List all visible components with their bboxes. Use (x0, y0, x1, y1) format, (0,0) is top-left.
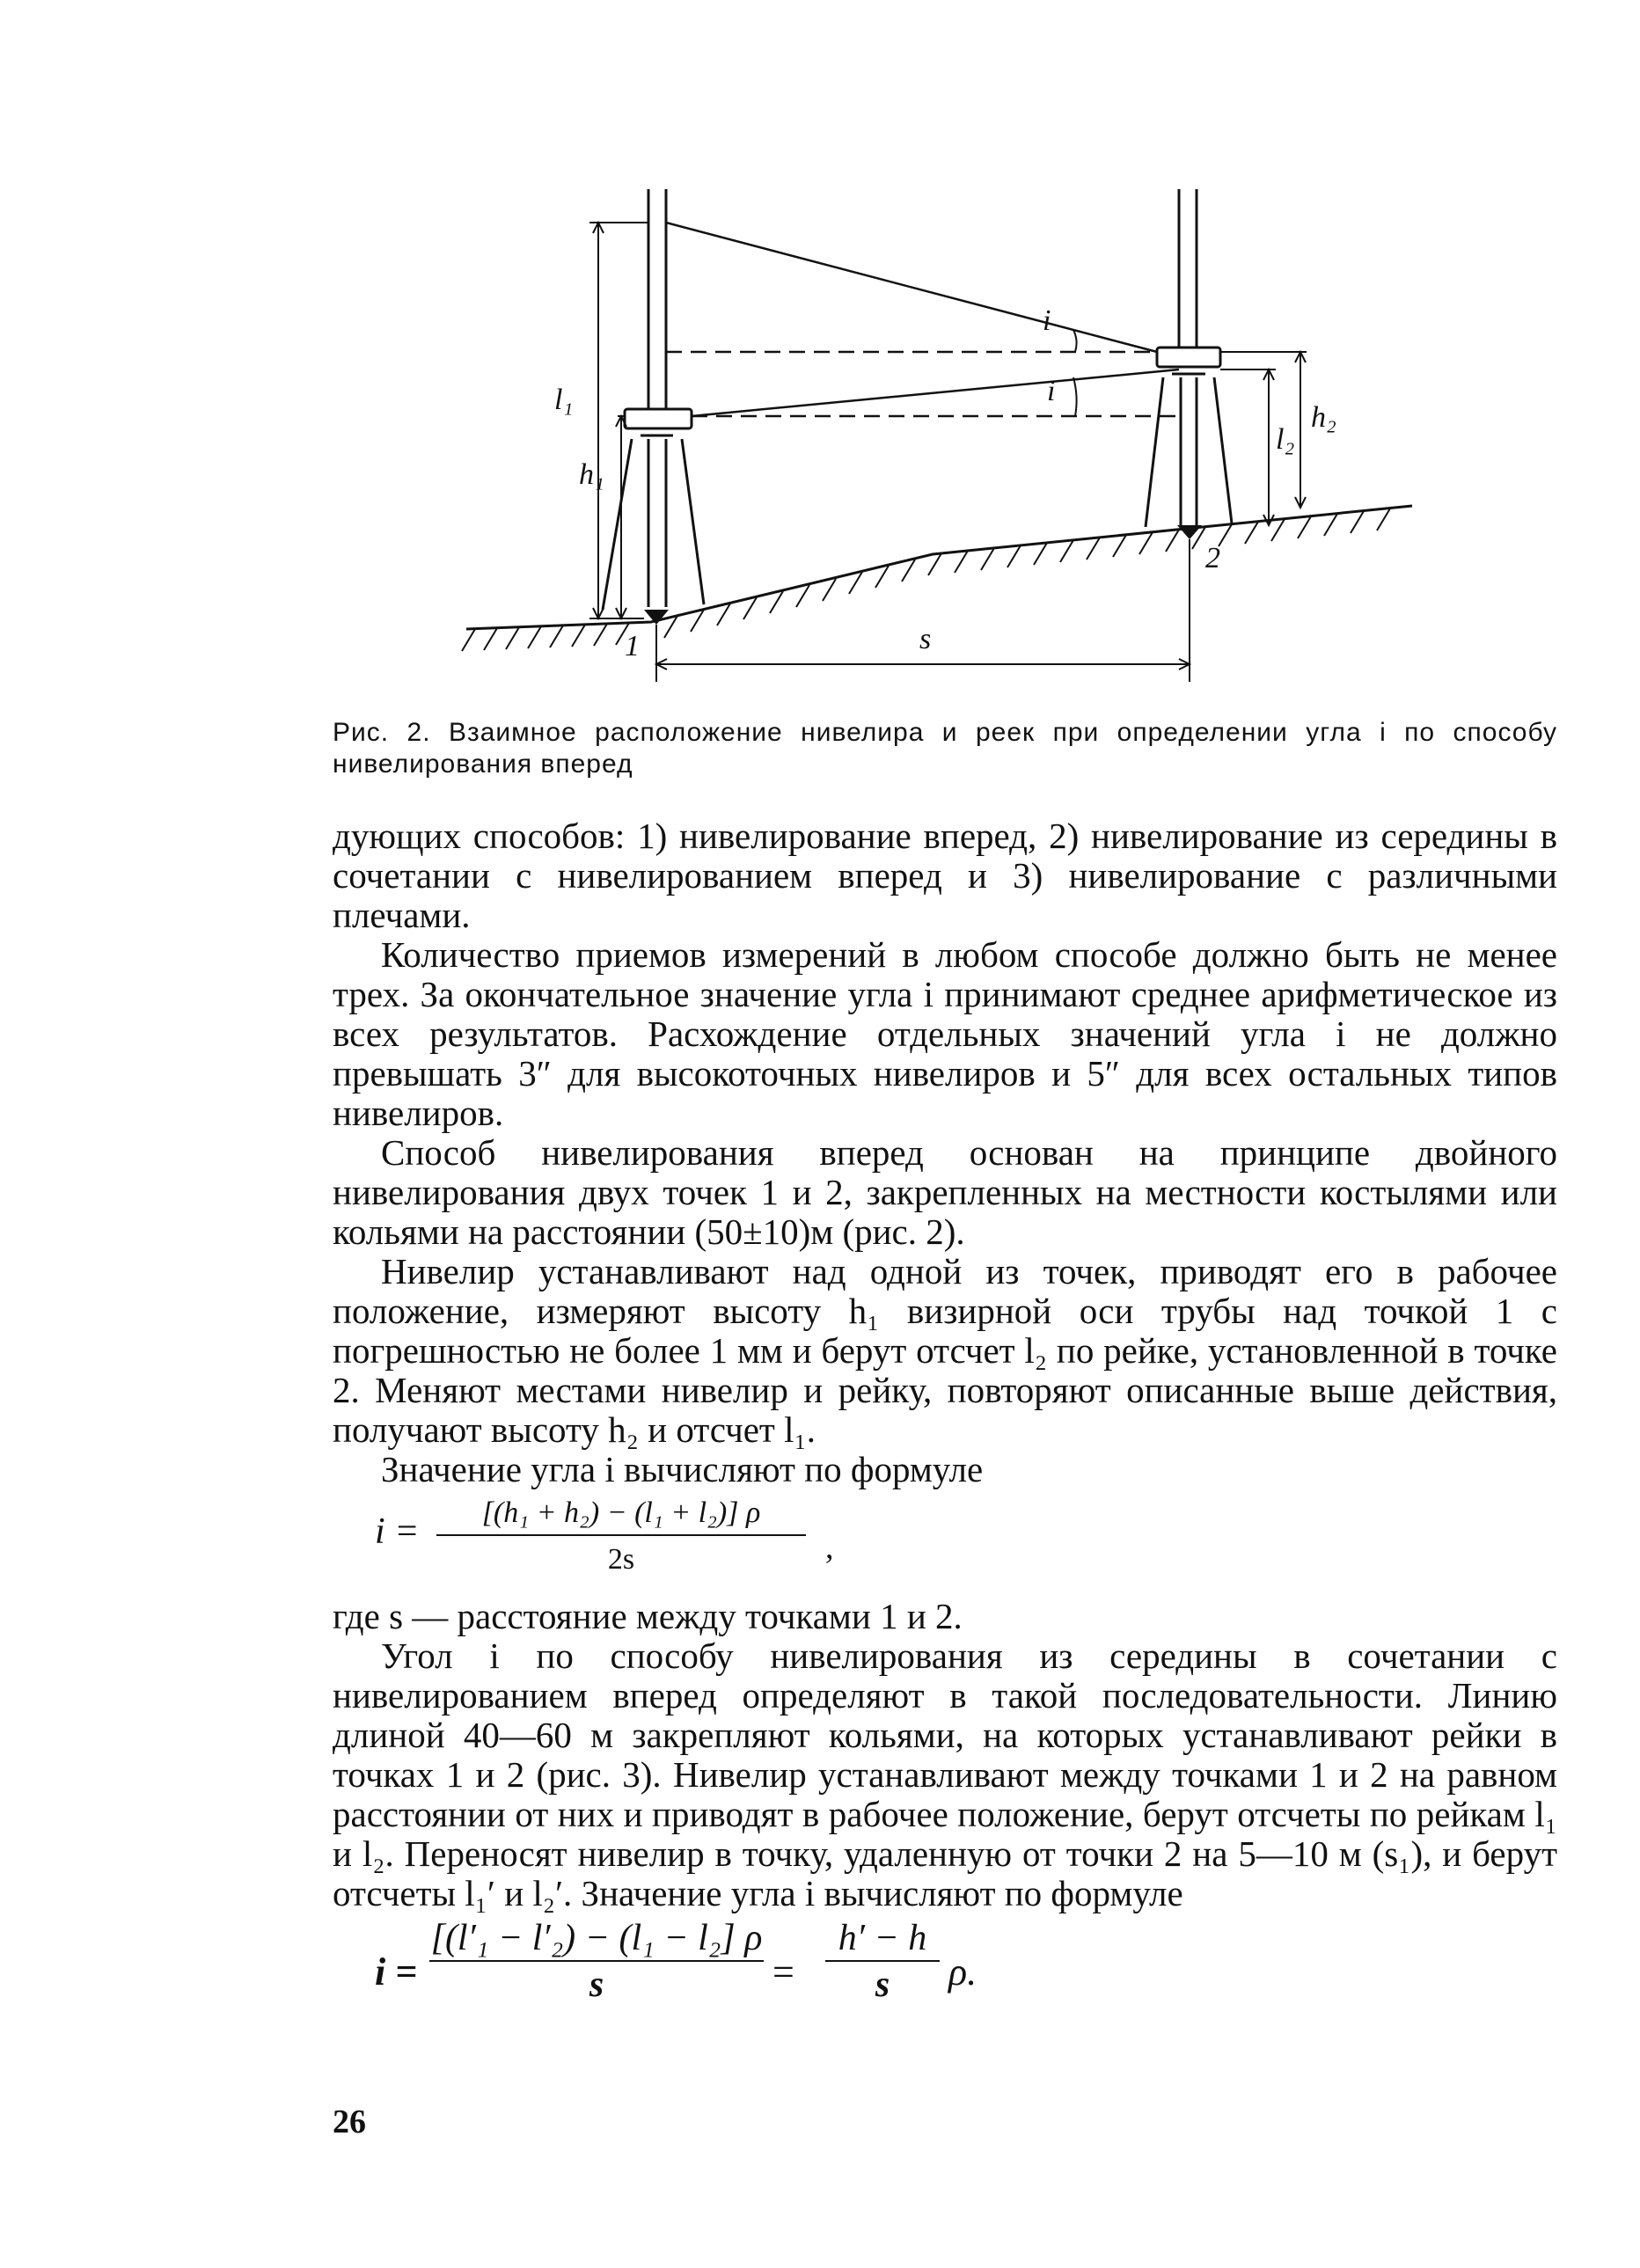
angle-arcs (1073, 330, 1077, 416)
formula-2-denominator: s (589, 1964, 604, 2005)
body-text (333, 816, 1557, 2031)
dimension-s (656, 539, 1190, 682)
paragraph: Нивелир устанавливают над одной из точек, приводят его в рабочее положение, измеряют высоту h₁ визирной оси трубы над точкой 1 с погрешностью не более 1 мм и берут отсчет l₂ по рейке, установленной в точке 2. Меняют местами нивелир и рейку, повторяют описанные выше действия, получают высоту h₂ и отсчет l₁. (333, 1251, 1557, 1450)
horizontal-dashed-lines (666, 352, 1179, 416)
formula-1 (333, 1493, 1557, 1590)
leveling-diagram (458, 189, 1425, 699)
formula-1-denominator: 2s (607, 1543, 635, 1576)
formula-1-lhs: i = (375, 1511, 420, 1552)
formula-2-fraction (429, 1919, 764, 2005)
paragraph: Количество приемов измерений в любом способе должно быть не менее трех. За окончательное значение угла i принимают среднее арифметическое из всех результатов. Расхождение отдельных значений угла i не должно превышать 3″ для высокоточных нивелиров и 5″ для всех остальных типов нивелиров. (333, 934, 1557, 1133)
formula-2-numerator: [(l′₁ − l′₂) − (l₁ − l₂] ρ (429, 1919, 764, 1962)
paragraph: Значение угла i вычисляют по формуле (381, 1449, 984, 1489)
label-h2: h₂ (1311, 401, 1336, 434)
left-rod (648, 189, 666, 409)
diagram-svg (458, 189, 1425, 699)
label-l2: l₂ (1276, 423, 1295, 456)
formula-1-fraction (436, 1493, 806, 1579)
sight-lines (666, 223, 1179, 416)
figure-caption: Рис. 2. Взаимное расположение нивелира и реек при определении угла i по способу нивелирования вперед (333, 718, 1557, 779)
label-point-1: 1 (625, 630, 640, 662)
paragraph: Угол i по способу нивелирования из середины в сочетании с нивелированием вперед определяют в такой последовательности. Линию длиной 40—60 м закрепляют кольями, на которых устанавливают рейки в точках 1 и 2 (рис. 3). Нивелир устанавливают между точками 1 и 2 на равном расстоянии от них и приводят в рабочее положение, берут отсчеты по рейкам l₁ и l₂. Переносят нивелир в точку, удаленную от точки 2 на 5—10 м (s₁), и берут отсчеты l₁′ и l₂′. Значение угла i вычисляют по формуле (333, 1635, 1557, 1913)
label-angle-top: i (1043, 304, 1051, 337)
label-s: s (919, 623, 932, 655)
label-h1: h₁ (579, 458, 604, 491)
right-rod (1179, 189, 1197, 348)
formula-2-equals: = (772, 1950, 794, 1994)
paragraph: где s — расстояние между точками 1 и 2. (333, 1596, 963, 1636)
formula-2-denominator-2: s (875, 1964, 890, 2005)
label-point-2: 2 (1205, 542, 1220, 574)
label-angle-mid: i (1047, 375, 1056, 407)
formula-2-fraction-2 (825, 1919, 940, 2005)
formula-2-tail: ρ. (948, 1950, 977, 1994)
label-l1: l₁ (554, 384, 574, 416)
paragraph: Способ нивелирования вперед основан на принципе двойного нивелирования двух точек 1 и 2, закрепленных на местности костылями или кольями на расстоянии (50±10)м (рис. 2). (333, 1132, 1557, 1252)
paragraph: дующих способов: 1) нивелирование вперед, 2) нивелирование из середины в сочетании с нивелированием вперед и 3) нивелирование с различными плечами. (333, 816, 1557, 935)
formula-1-trail: , (825, 1529, 834, 1566)
formula-2-lhs: i = (375, 1950, 418, 1994)
right-level (1146, 348, 1232, 527)
formula-2-numerator-2: h′ − h (825, 1919, 940, 1962)
page-number: 26 (333, 2103, 366, 2140)
left-level (603, 409, 704, 610)
formula-2 (333, 1917, 1557, 2031)
formula-1-numerator: [(h₁ + h₂) − (l₁ + l₂)] ρ (436, 1493, 806, 1536)
point-2-marker (1177, 525, 1202, 539)
ground (466, 506, 1412, 629)
